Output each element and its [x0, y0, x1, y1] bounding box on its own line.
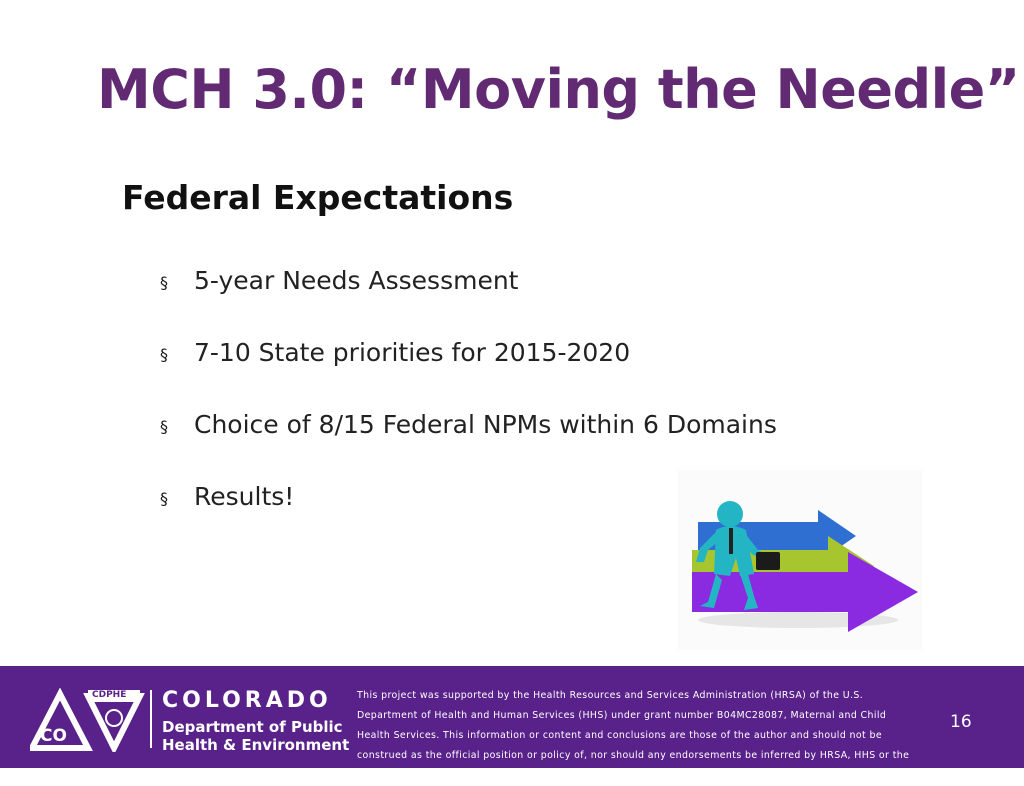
bullet-text: Choice of 8/15 Federal NPMs within 6 Domains — [194, 410, 777, 439]
bullet-marker: § — [160, 345, 168, 364]
bullet-text: Results! — [194, 482, 295, 511]
dept-line-2: Health & Environment — [162, 736, 350, 754]
slide-subtitle: Federal Expectations — [122, 178, 514, 217]
bullet-text: 5-year Needs Assessment — [194, 266, 519, 295]
cdphe-logo — [30, 688, 350, 754]
bullet-marker: § — [160, 273, 168, 292]
bullet-text: 7-10 State priorities for 2015-2020 — [194, 338, 631, 367]
bullet-marker: § — [160, 417, 168, 436]
businessman-with-arrows-icon — [678, 470, 922, 650]
org-name: COLORADO — [162, 688, 332, 713]
funding-disclaimer: This project was supported by the Health Resources and Services Administration (HRSA) of the U.S. Department of Health and Human Services (HHS) under grant number B04MC28087, Maternal and Child Health Services. This information or content and conclusions are those of the author and should not be construed as the official position or policy of, nor should any endorsements be inferred by HRSA, HHS or the U.S. Government. — [357, 690, 910, 781]
logo-divider — [150, 690, 152, 748]
logo-badge-text: CDPHE — [92, 690, 127, 700]
slide-title: MCH 3.0: “Moving the Needle” — [97, 58, 1020, 121]
logo-co-text: CO — [40, 726, 67, 746]
dept-line-1: Department of Public — [162, 718, 343, 736]
bullet-marker: § — [160, 489, 168, 508]
bullet-item — [160, 266, 777, 338]
slide-footer — [0, 666, 1024, 781]
page-number: 16 — [950, 712, 972, 732]
bullet-item — [160, 338, 777, 410]
